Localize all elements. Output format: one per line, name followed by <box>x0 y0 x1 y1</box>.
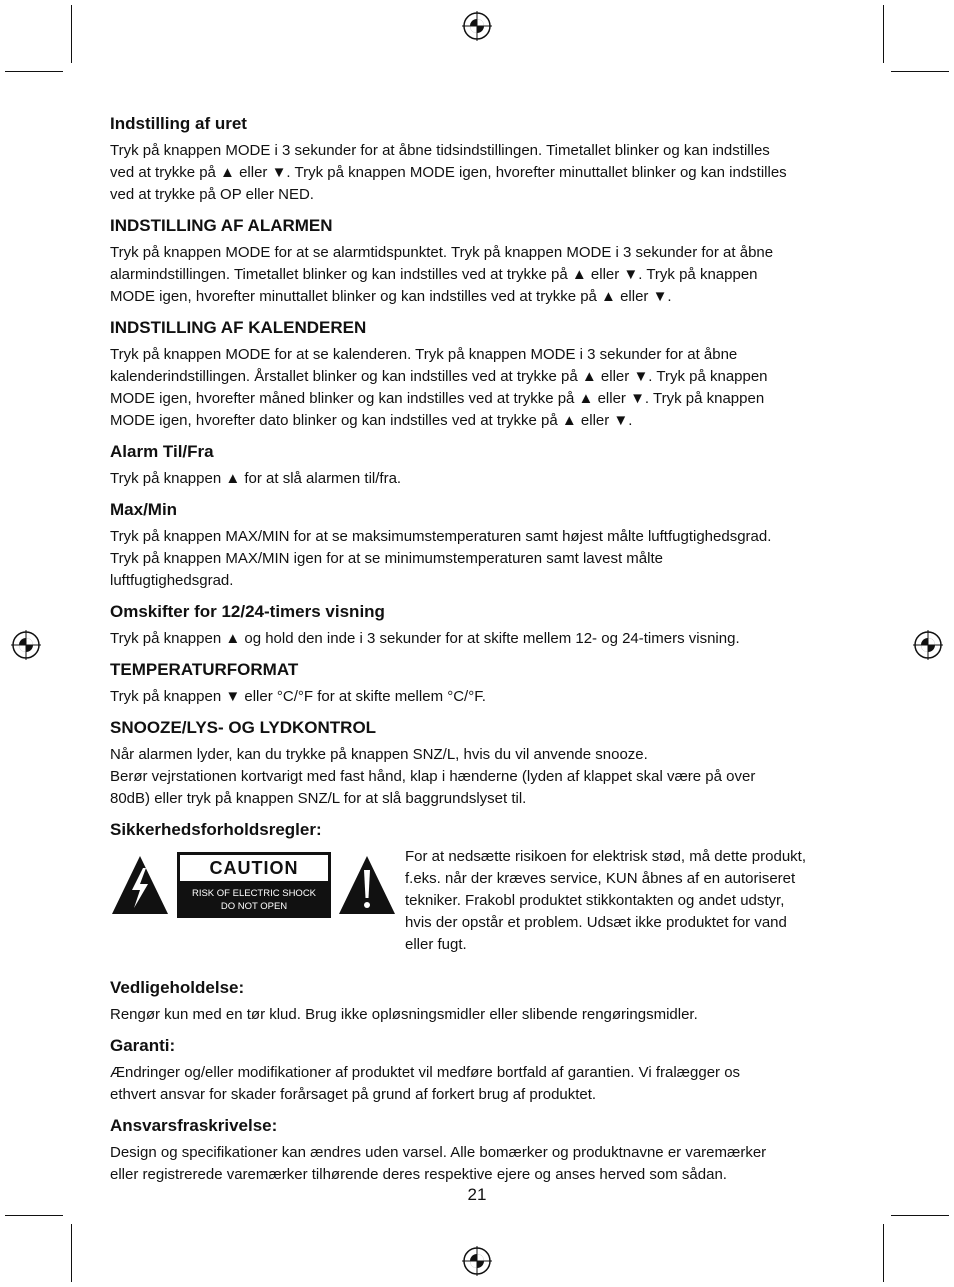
registration-mark-icon <box>11 630 41 660</box>
text-line: Tryk på knappen ▲ og hold den inde i 3 sekunder for at skifte mellem 12- og 24-timers visning. <box>110 630 740 647</box>
section-12-24-toggle <box>110 602 848 650</box>
section-heading: INDSTILLING AF ALARMEN <box>110 216 333 235</box>
crop-mark <box>71 1224 72 1282</box>
section-heading: Garanti: <box>110 1036 176 1055</box>
section-heading: Omskifter for 12/24-timers visning <box>110 602 385 621</box>
crop-mark <box>883 1224 884 1282</box>
text-line: Tryk på knappen MAX/MIN igen for at se minimumstemperaturen samt lavest målte <box>110 550 663 567</box>
text-line: Tryk på knappen MODE i 3 sekunder for at åbne tidsindstillingen. Timetallet blinker og kan indstilles <box>110 142 770 159</box>
text-line: ved at trykke på OP eller NED. <box>110 186 314 203</box>
crop-mark <box>891 71 949 72</box>
crop-mark <box>883 5 884 63</box>
text-line: MODE igen, hvorefter minuttallet blinker og kan indstilles ved at trykke på ▲ eller ▼. <box>110 288 672 305</box>
crop-mark <box>891 1215 949 1216</box>
text-line: MODE igen, hvorefter måned blinker og kan indstilles ved at trykke på ▲ eller ▼. Tryk på knappen <box>110 390 765 407</box>
text-line: ethvert ansvar for skader forårsaget på grund af forkert brug af produktet. <box>110 1086 597 1103</box>
text-line: ved at trykke på ▲ eller ▼. Tryk på knappen MODE igen, hvorefter minuttallet blinker og kan indstilles <box>110 164 787 181</box>
text-line: Tryk på knappen ▲ for at slå alarmen til/fra. <box>110 470 402 487</box>
section-temperature-format <box>110 660 848 708</box>
caution-row <box>110 846 848 968</box>
crop-mark <box>5 1215 63 1216</box>
section-safety <box>110 820 848 968</box>
text-line: Rengør kun med en tør klud. Brug ikke opløsningsmidler eller slibende rengøringsmidler. <box>110 1006 698 1023</box>
section-heading: Alarm Til/Fra <box>110 442 214 461</box>
registration-mark-icon <box>462 11 492 41</box>
manual-content <box>110 114 848 1196</box>
section-alarm-setting <box>110 216 848 308</box>
safety-text <box>405 846 850 956</box>
section-heading: Vedligeholdelse: <box>110 978 245 997</box>
section-alarm-on-off <box>110 442 848 490</box>
text-line: Tryk på knappen MODE for at se kalenderen. Tryk på knappen MODE i 3 sekunder for at åbne <box>110 346 738 363</box>
text-line: MODE igen, hvorefter dato blinker og kan indstilles ved at trykke på ▲ eller ▼. <box>110 412 633 429</box>
text-line: Design og specifikationer kan ændres uden varsel. Alle bomærker og produktnavne er varemærker <box>110 1144 767 1161</box>
section-heading: Ansvarsfraskrivelse: <box>110 1116 278 1135</box>
text-line: Tryk på knappen ▼ eller °C/°F for at skifte mellem °C/°F. <box>110 688 486 705</box>
registration-mark-icon <box>913 630 943 660</box>
section-heading: Max/Min <box>110 500 178 519</box>
section-warranty <box>110 1036 848 1106</box>
text-line: Tryk på knappen MAX/MIN for at se maksimumstemperaturen samt højest målte luftfugtighedsgrad. <box>110 528 772 545</box>
section-heading: SNOOZE/LYS- OG LYDKONTROL <box>110 718 377 737</box>
section-heading: INDSTILLING AF KALENDEREN <box>110 318 367 337</box>
registration-mark-icon <box>462 1246 492 1276</box>
text-line: 80dB) eller tryk på knappen SNZ/L for at slå baggrundslyset til. <box>110 790 527 807</box>
section-maintenance <box>110 978 848 1026</box>
text-line: For at nedsætte risikoen for elektrisk stød, må dette produkt, <box>405 848 807 865</box>
electric-shock-warning-icon <box>110 854 170 916</box>
caution-line: DO NOT OPEN <box>220 901 288 912</box>
text-line: Berør vejrstationen kortvarigt med fast hånd, klap i hænderne (lyden af klappet skal være på over <box>110 768 756 785</box>
text-line: hvis der opstår et problem. Udsæt ikke produktet for vand <box>405 914 787 931</box>
text-line: Ændringer og/eller modifikationer af produktet vil medføre bortfald af garantien. Vi fralægger os <box>110 1064 741 1081</box>
text-line: tekniker. Frakobl produktet stikkontakten og andet udstyr, <box>405 892 785 909</box>
section-disclaimer <box>110 1116 848 1186</box>
text-line: eller registrerede varemærker tilhørende deres respektive ejere og anses herved som sådan. <box>110 1166 727 1183</box>
crop-mark <box>71 5 72 63</box>
section-heading: Indstilling af uret <box>110 114 247 133</box>
section-max-min <box>110 500 848 592</box>
crop-mark <box>5 71 63 72</box>
section-heading: Sikkerhedsforholdsregler: <box>110 820 322 839</box>
text-line: Når alarmen lyder, kan du trykke på knappen SNZ/L, hvis du vil anvende snooze. <box>110 746 648 763</box>
section-calendar-setting <box>110 318 848 432</box>
page-number: 21 <box>467 1185 487 1204</box>
text-line: luftfugtighedsgrad. <box>110 572 234 589</box>
text-line: f.eks. når der kræves service, KUN åbnes af en autoriseret <box>405 870 796 887</box>
caution-title: CAUTION <box>180 855 328 881</box>
caution-line: RISK OF ELECTRIC SHOCK <box>191 888 317 899</box>
section-snooze-light <box>110 718 848 810</box>
exclamation-warning-icon <box>337 854 397 916</box>
text-line: eller fugt. <box>405 936 467 953</box>
text-line: kalenderindstillingen. Årstallet blinker og kan indstilles ved at trykke på ▲ eller ▼. Tryk på knappen <box>110 368 768 385</box>
text-line: alarmindstillingen. Timetallet blinker og kan indstilles ved at trykke på ▲ eller ▼. Tryk på knappen <box>110 266 758 283</box>
section-clock-setting <box>110 114 848 206</box>
caution-label <box>177 852 331 918</box>
section-heading: TEMPERATURFORMAT <box>110 660 299 679</box>
text-line: Tryk på knappen MODE for at se alarmtidspunktet. Tryk på knappen MODE i 3 sekunder for at åbne <box>110 244 774 261</box>
